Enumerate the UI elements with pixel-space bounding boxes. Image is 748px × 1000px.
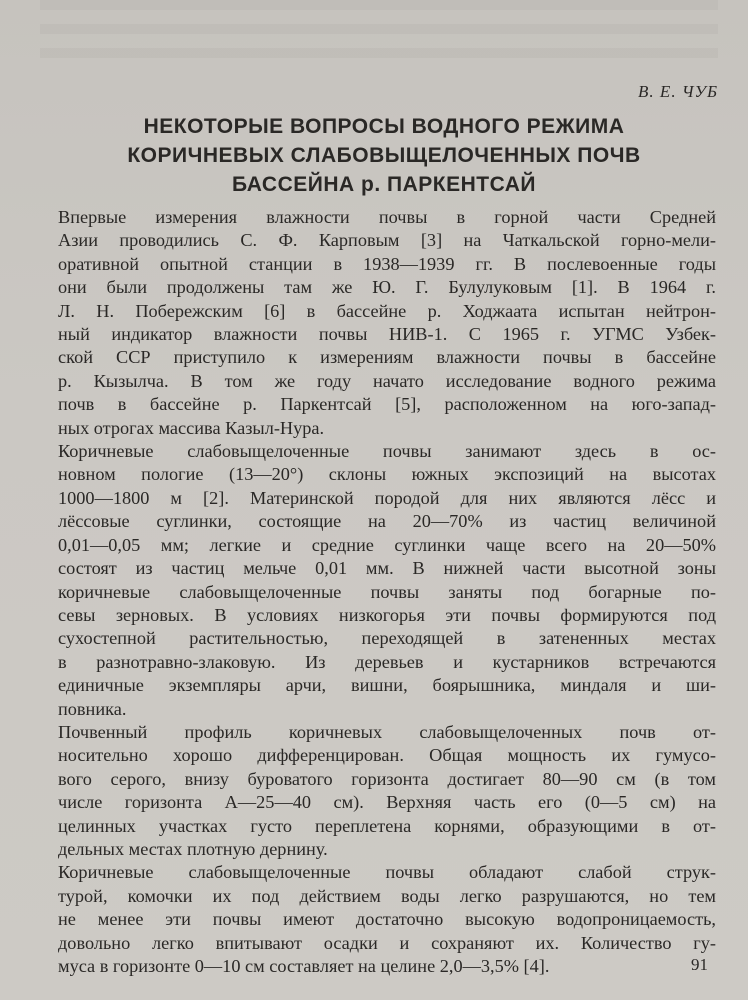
paragraph bbox=[58, 440, 716, 721]
text-line: носительно хорошо дифференцирован. Общая мощность их гумусо- bbox=[58, 745, 716, 766]
text-line: муса в горизонте 0—10 см составляет на целине 2,0—3,5% [4]. bbox=[58, 956, 550, 976]
text-line: Л. Н. Побережским [6] в бассейне р. Ходжаата испытан нейтрон- bbox=[58, 300, 716, 321]
text-line: числе горизонта А—25—40 см). Верхняя часть его (0—5 см) на bbox=[58, 792, 716, 813]
text-line: ный индикатор влажности почвы НИВ-1. С 1965 г. УГМС Узбек- bbox=[58, 324, 716, 345]
text-line: ных отрогах массива Казыл-Нура. bbox=[58, 417, 325, 438]
paragraph bbox=[58, 861, 716, 978]
text-line: оративной опытной станции в 1938—1939 гг. В послевоенные годы bbox=[58, 253, 716, 274]
text-line: в разнотравно-злаковую. Из деревьев и кустарников встречаются bbox=[58, 651, 716, 672]
text-line: севы зерновых. В условиях низкогорья эти почвы формируются под bbox=[58, 604, 716, 625]
text-line: сухостепной растительностью, переходящей в затененных местах bbox=[58, 628, 716, 649]
text-line: ской ССР приступило к измерениям влажности почвы в бассейне bbox=[58, 347, 716, 368]
text-line: единичные экземпляры арчи, вишни, боярышника, миндаля и ши- bbox=[58, 675, 716, 696]
text-line: вого серого, внизу буроватого горизонта достигает 80—90 см (в том bbox=[58, 768, 716, 789]
title-line: НЕКОТОРЫЕ ВОПРОСЫ ВОДНОГО РЕЖИМА bbox=[143, 115, 625, 138]
text-line: коричневые слабовыщелоченные почвы заняты под богарные по- bbox=[58, 581, 716, 602]
text-line: Коричневые слабовыщелоченные почвы занимают здесь в ос- bbox=[58, 441, 716, 462]
title-line: КОРИЧНЕВЫХ СЛАБОВЫЩЕЛОЧЕННЫХ ПОЧВ bbox=[127, 144, 641, 167]
text-line: лёссовые суглинки, состоящие на 20—70% из частиц величиной bbox=[58, 511, 716, 532]
text-line: состоят из частиц мельче 0,01 мм. В нижней части высотной зоны bbox=[58, 558, 716, 579]
article-title bbox=[60, 112, 708, 199]
paragraph bbox=[58, 721, 716, 861]
text-line: дельных местах плотную дернину. bbox=[58, 838, 328, 859]
author-name: В. Е. ЧУБ bbox=[638, 82, 718, 101]
article-body bbox=[58, 206, 716, 978]
text-line: целинных участках густо переплетена корнями, образующими в от- bbox=[58, 815, 716, 836]
title-line: БАССЕЙНА р. ПАРКЕНТСАЙ bbox=[231, 173, 536, 196]
text-line: почв в бассейне р. Паркентсай [5], расположенном на юго-запад- bbox=[58, 394, 716, 415]
text-line: Почвенный профиль коричневых слабовыщелоченных почв от- bbox=[58, 721, 716, 742]
text-line: новном пологие (13—20°) склоны южных экспозиций на высотах bbox=[58, 464, 716, 485]
page-number: 91 bbox=[691, 955, 708, 974]
text-line: Азии проводились С. Ф. Карповым [3] на Чаткальской горно-мели- bbox=[58, 230, 716, 251]
bleed-through-text bbox=[40, 0, 718, 70]
text-line: не менее эти почвы имеют достаточно высокую водопроницаемость, bbox=[58, 909, 716, 930]
text-line: повника. bbox=[58, 698, 127, 719]
text-line: р. Кызылча. В том же году начато исследование водного режима bbox=[58, 370, 716, 391]
text-line: 1000—1800 м [2]. Материнской породой для них являются лёсс и bbox=[58, 487, 716, 508]
paragraph bbox=[58, 206, 716, 440]
text-line: 0,01—0,05 мм; легкие и средние суглинки чаще всего на 20—50% bbox=[58, 534, 716, 555]
text-line: Коричневые слабовыщелоченные почвы обладают слабой струк- bbox=[58, 862, 716, 883]
text-line: Впервые измерения влажности почвы в горной части Средней bbox=[58, 207, 716, 227]
text-line: они были продолжены там же Ю. Г. Булулуковым [1]. В 1964 г. bbox=[58, 277, 716, 298]
text-line: турой, комочки их под действием воды легко разрушаются, но тем bbox=[58, 885, 716, 906]
text-line: довольно легко впитывают осадки и сохраняют их. Количество гу- bbox=[58, 932, 716, 953]
